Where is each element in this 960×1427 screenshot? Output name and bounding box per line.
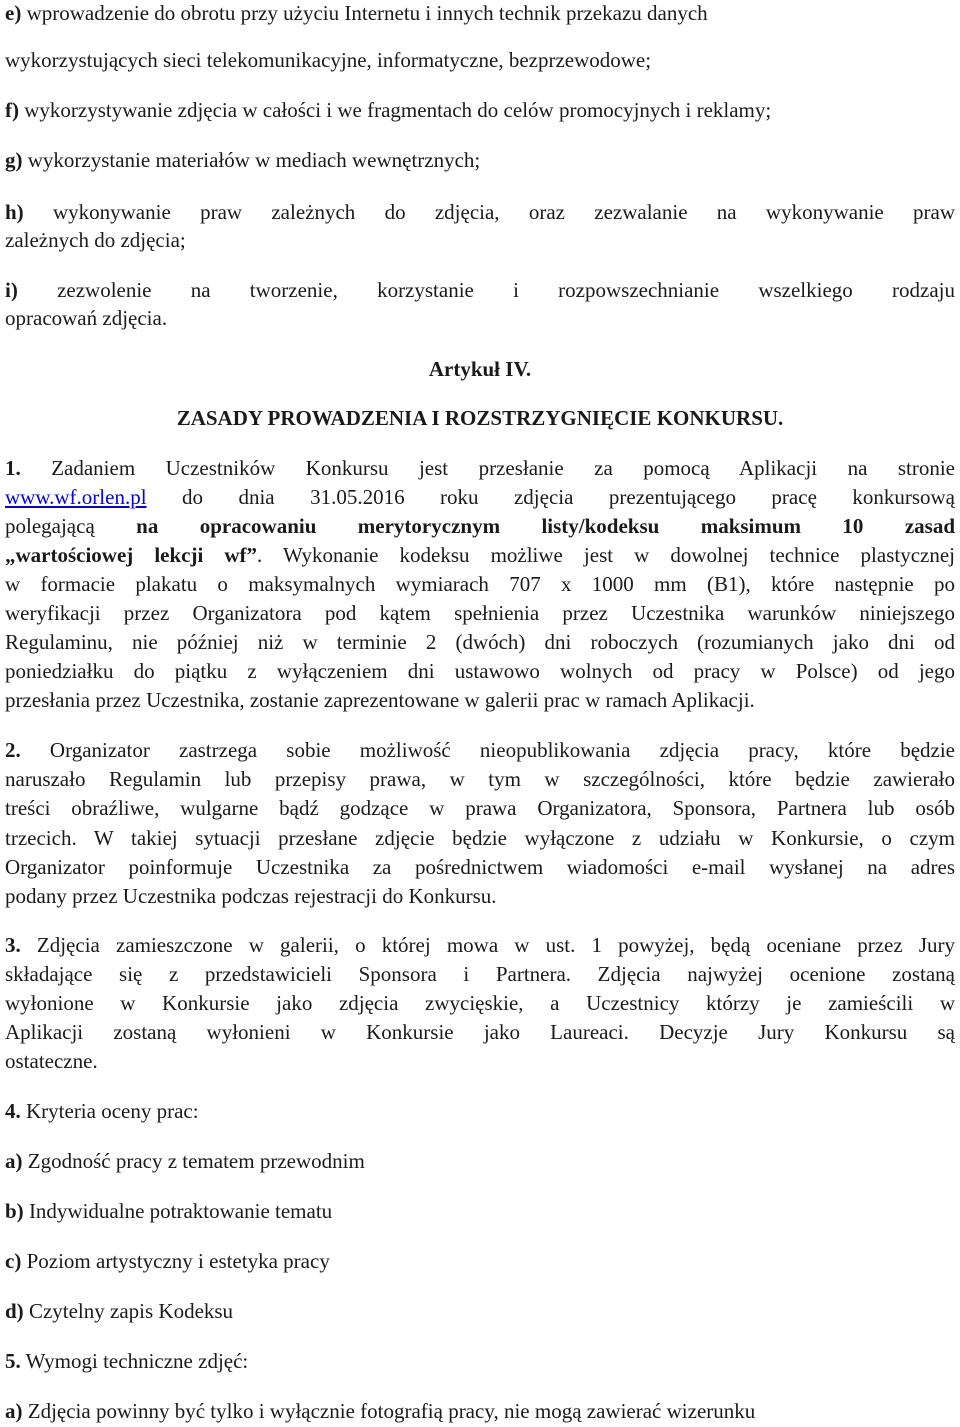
paragraph-2-line-5: Organizator poinformuje Uczestnika za pośrednictwem wiadomości e-mail wysłanej na adres bbox=[5, 855, 955, 879]
item-label: g) bbox=[5, 148, 23, 172]
item-text: wykorzystywanie zdjęcia w całości i we fragmentach do celów promocyjnych i reklamy; bbox=[19, 98, 772, 122]
item-text: Poziom artystyczny i estetyka pracy bbox=[21, 1249, 330, 1273]
technical-item-a bbox=[5, 1398, 955, 1424]
right-item-g bbox=[5, 147, 955, 173]
paragraph-1-line-2: www.wf.orlen.pl do dnia 31.05.2016 roku zdjęcia prezentującego pracę konkursową bbox=[5, 485, 955, 509]
paragraph-1-line-6: weryfikacji przez Organizatora pod kątem spełnienia przez Uczestnika warunków niniejszego bbox=[5, 601, 955, 625]
item-text: Zgodność pracy z tematem przewodnim bbox=[22, 1149, 365, 1173]
paragraph-1-line-9: przesłania przez Uczestnika, zostanie zaprezentowane w galerii prac w ramach Aplikacji. bbox=[5, 688, 755, 712]
paragraph-2-line-3: treści obraźliwe, wulgarne bądź godzące w prawa Organizatora, Sponsora, Partnera lub osób bbox=[5, 796, 955, 820]
criteria-item-a bbox=[5, 1148, 955, 1174]
paragraph-number: 1. bbox=[5, 456, 21, 480]
paragraph-1-line-1: 1. Zadaniem Uczestników Konkursu jest przesłanie za pomocą Aplikacji na stronie bbox=[5, 456, 955, 480]
item-label: a) bbox=[5, 1149, 23, 1173]
paragraph-1-line-3: polegającą na opracowaniu merytorycznym listy/kodeksu maksimum 10 zasad bbox=[5, 514, 955, 538]
criteria-item-b bbox=[5, 1198, 955, 1224]
right-item-e bbox=[5, 0, 955, 26]
paragraph-number: 5. bbox=[5, 1349, 21, 1373]
item-label: i) bbox=[5, 278, 18, 302]
item-text: Czytelny zapis Kodeksu bbox=[23, 1299, 234, 1323]
right-item-h-continuation: zależnych do zdjęcia; bbox=[5, 228, 186, 252]
item-label: b) bbox=[5, 1199, 24, 1223]
item-text: Indywidualne potraktowanie tematu bbox=[23, 1199, 333, 1223]
item-label: h) bbox=[5, 200, 24, 224]
item-label: a) bbox=[5, 1399, 23, 1423]
paragraph-3-line-5: ostateczne. bbox=[5, 1049, 98, 1073]
paragraph-number: 4. bbox=[5, 1099, 21, 1123]
item-label: c) bbox=[5, 1249, 22, 1273]
paragraph-3-line-4: Aplikacji zostaną wyłonieni w Konkursie jako Laureaci. Decyzje Jury Konkursu są bbox=[5, 1020, 955, 1044]
paragraph-2-line-4: trzecich. W takiej sytuacji przesłane zdjęcie będzie wyłączone z udziału w Konkursie, o czym bbox=[5, 826, 955, 850]
website-link[interactable]: www.wf.orlen.pl bbox=[5, 485, 147, 509]
paragraph-5-heading: 5. Wymogi techniczne zdjęć: bbox=[5, 1349, 249, 1373]
item-label: d) bbox=[5, 1299, 24, 1323]
item-text: wprowadzenie do obrotu przy użyciu Internetu i innych technik przekazu danych bbox=[21, 1, 708, 25]
paragraph-1-line-7: Regulaminu, nie później niż w terminie 2 (dwóch) dni roboczych (rozumianych jako dni od bbox=[5, 630, 955, 654]
paragraph-2-line-6: podany przez Uczestnika podczas rejestracji do Konkursu. bbox=[5, 884, 497, 908]
paragraph-4-heading: 4. Kryteria oceny prac: bbox=[5, 1099, 199, 1123]
article-number: Artykuł IV. bbox=[428, 357, 532, 381]
item-text: wykorzystanie materiałów w mediach wewnętrznych; bbox=[22, 148, 481, 172]
item-label: f) bbox=[5, 98, 19, 122]
item-label: e) bbox=[5, 1, 22, 25]
criteria-item-d bbox=[5, 1298, 955, 1324]
paragraph-number: 3. bbox=[5, 933, 21, 957]
item-text: Zdjęcia powinny być tylko i wyłącznie fotografią pracy, nie mogą zawierać wizerunku bbox=[22, 1399, 756, 1423]
right-item-i bbox=[5, 277, 955, 303]
paragraph-3-line-2: składające się z przedstawicieli Sponsora i Partnera. Zdjęcia najwyżej ocenione zostaną bbox=[5, 962, 955, 986]
paragraph-2-line-1: 2. Organizator zastrzega sobie możliwość nieopublikowania zdjęcia pracy, które będzie bbox=[5, 738, 955, 762]
article-title: ZASADY PROWADZENIA I ROZSTRZYGNIĘCIE KONKURSU. bbox=[176, 406, 784, 430]
paragraph-number: 2. bbox=[5, 738, 21, 762]
paragraph-2-line-2: naruszało Regulamin lub przepisy prawa, w tym w szczególności, które będzie zawierało bbox=[5, 767, 955, 791]
right-item-h bbox=[5, 199, 955, 225]
right-item-i-continuation: opracowań zdjęcia. bbox=[5, 306, 168, 330]
criteria-item-c bbox=[5, 1248, 955, 1274]
right-item-e-continuation: wykorzystujących sieci telekomunikacyjne, informatyczne, bezprzewodowe; bbox=[5, 48, 652, 72]
right-item-f bbox=[5, 97, 955, 123]
paragraph-1-line-8: poniedziałku do piątku z wyłączeniem dni ustawowo wolnych od pracy w Polsce) od jego bbox=[5, 659, 955, 683]
paragraph-1-line-4: „wartościowej lekcji wf”. Wykonanie kodeksu możliwe jest w dowolnej technice plastycznej bbox=[5, 543, 955, 567]
paragraph-3-line-1: 3. Zdjęcia zamieszczone w galerii, o której mowa w ust. 1 powyżej, będą oceniane przez Jury bbox=[5, 933, 955, 957]
paragraph-1-line-5: w formacie plakatu o maksymalnych wymiarach 707 x 1000 mm (B1), które następnie po bbox=[5, 572, 955, 596]
item-text: wykonywanie praw zależnych do zdjęcia, oraz zezwalanie na wykonywanie praw bbox=[23, 200, 955, 224]
paragraph-3-line-3: wyłonione w Konkursie jako zdjęcia zwycięskie, a Uczestnicy którzy je zamieścili w bbox=[5, 991, 955, 1015]
item-text: zezwolenie na tworzenie, korzystanie i rozpowszechnianie wszelkiego rodzaju bbox=[17, 278, 955, 302]
